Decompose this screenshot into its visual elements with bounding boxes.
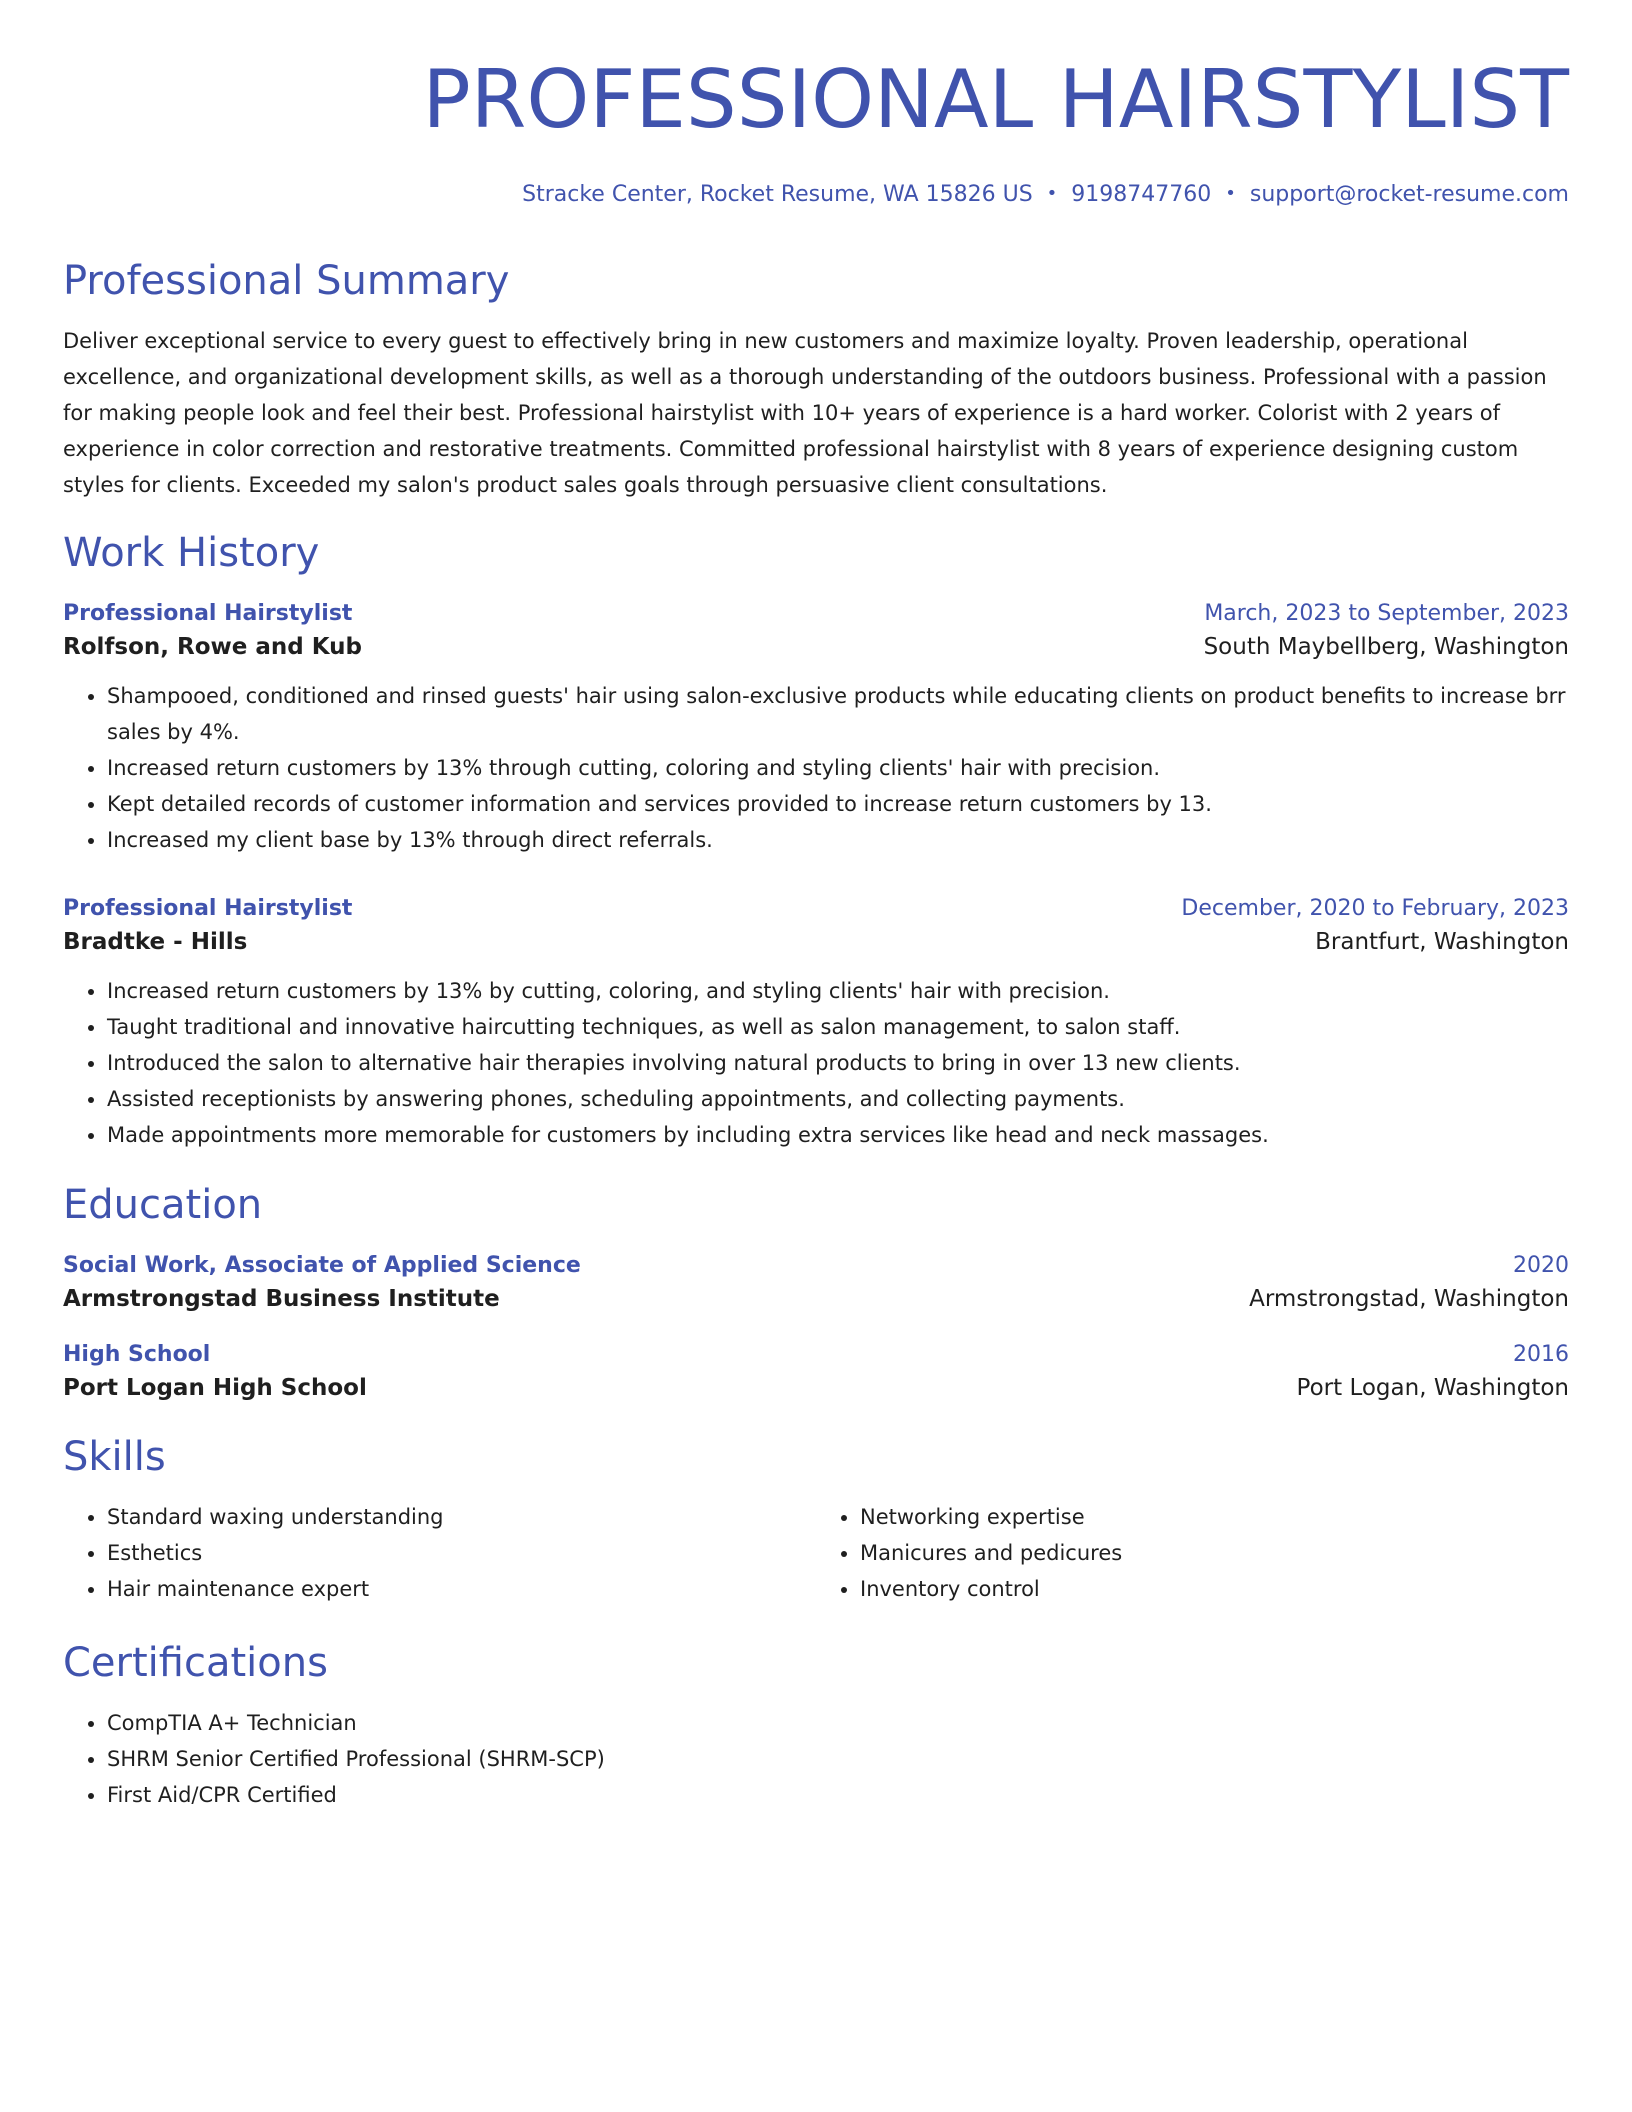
job-entry [63, 896, 1569, 1153]
skill-item: • Hair maintenance expert [107, 1571, 816, 1607]
skills-left-column [63, 1499, 816, 1607]
job-bullet: • Introduced the salon to alternative hair therapies involving natural products to bring in over 13 new clients. [107, 1045, 1569, 1081]
job-bullet: • Kept detailed records of customer information and services provided to increase return customers by 13. [107, 786, 1569, 822]
contact-email[interactable]: support@rocket-resume.com [1249, 182, 1569, 207]
education-school: Armstrongstad Business Institute [63, 1286, 500, 1312]
job-company: Bradtke - Hills [63, 929, 248, 955]
summary-heading: Professional Summary [63, 258, 510, 304]
job-header-row [63, 896, 1569, 921]
contact-phone[interactable]: 9198747760 [1071, 182, 1212, 207]
skills-right-column [816, 1499, 1569, 1607]
job-bullet: • Assisted receptionists by answering phones, scheduling appointments, and collecting payments. [107, 1081, 1569, 1117]
job-bullet: • Taught traditional and innovative haircutting techniques, as well as salon management, to salon staff. [107, 1009, 1569, 1045]
job-role: Professional Hairstylist [63, 896, 353, 921]
contact-line [63, 182, 1569, 207]
job-dates: March, 2023 to September, 2023 [1204, 601, 1569, 626]
skill-item: • Networking expertise [860, 1499, 1569, 1535]
summary-text: Deliver exceptional service to every guest to effectively bring in new customers and maximize loyalty. Proven leadership, operational excellence, and organizational development skills, as well as a thorough understanding of the outdoors business. Professional with a passion for making people look and feel their best. Professional hairstylist with 10+ years of experience is a hard worker. Colorist with 2 years of experience in color correction and restorative treatments. Committed professional hairstylist with 8 years of experience designing custom styles for clients. Exceeded my salon's product sales goals through persuasive client consultations. [63, 329, 1547, 497]
skill-item: • Esthetics [107, 1535, 816, 1571]
job-bullets [63, 678, 1569, 858]
job-entry [63, 601, 1569, 858]
job-location: Brantfurt, Washington [1315, 929, 1569, 955]
skill-item: • Standard waxing understanding [107, 1499, 816, 1535]
job-location: South Maybellberg, Washington [1203, 634, 1569, 660]
resume-header [63, 53, 1569, 207]
certification-item: • First Aid/CPR Certified [107, 1777, 1569, 1813]
job-bullets [63, 973, 1569, 1153]
contact-separator: • [1225, 183, 1236, 204]
skills-heading: Skills [63, 1434, 166, 1480]
work-history-heading: Work History [63, 530, 320, 576]
job-header-row [63, 601, 1569, 626]
certifications-heading: Certifications [63, 1640, 328, 1686]
skills-grid [63, 1499, 1569, 1607]
job-role: Professional Hairstylist [63, 601, 353, 626]
education-degree: High School [63, 1342, 211, 1367]
job-company-row [63, 634, 1569, 660]
skill-item: • Manicures and pedicures [860, 1535, 1569, 1571]
education-entry [63, 1342, 1569, 1401]
job-bullet: • Increased my client base by 13% through direct referrals. [107, 822, 1569, 858]
education-school: Port Logan High School [63, 1375, 367, 1401]
job-bullet: • Increased return customers by 13% through cutting, coloring and styling clients' hair with precision. [107, 750, 1569, 786]
candidate-title: PROFESSIONAL HAIRSTYLIST [422, 53, 1569, 146]
contact-separator: • [1046, 183, 1058, 204]
job-company-row [63, 929, 1569, 955]
certification-item: • SHRM Senior Certified Professional (SHRM-SCP) [107, 1741, 1569, 1777]
education-heading: Education [63, 1182, 263, 1228]
certification-item: • CompTIA A+ Technician [107, 1705, 1569, 1741]
education-school-row [63, 1375, 1569, 1401]
education-school-row [63, 1286, 1569, 1312]
education-header-row [63, 1342, 1569, 1367]
education-year: 2020 [1513, 1253, 1569, 1278]
contact-address: Stracke Center, Rocket Resume, WA 15826 US [522, 182, 1033, 207]
job-bullet: • Increased return customers by 13% by cutting, coloring, and styling clients' hair with precision. [107, 973, 1569, 1009]
education-location: Armstrongstad, Washington [1249, 1286, 1569, 1312]
education-degree: Social Work, Associate of Applied Science [63, 1253, 581, 1278]
job-dates: December, 2020 to February, 2023 [1181, 896, 1569, 921]
education-entry [63, 1253, 1569, 1312]
job-bullet: • Shampooed, conditioned and rinsed guests' hair using salon-exclusive products while educating clients on product benefits to increase brr sales by 4%. [107, 678, 1569, 750]
education-location: Port Logan, Washington [1296, 1375, 1569, 1401]
education-year: 2016 [1513, 1342, 1569, 1367]
skill-item: • Inventory control [860, 1571, 1569, 1607]
education-header-row [63, 1253, 1569, 1278]
certifications-list [63, 1705, 1569, 1813]
job-bullet: • Made appointments more memorable for customers by including extra services like head and neck massages. [107, 1117, 1569, 1153]
job-company: Rolfson, Rowe and Kub [63, 634, 362, 660]
